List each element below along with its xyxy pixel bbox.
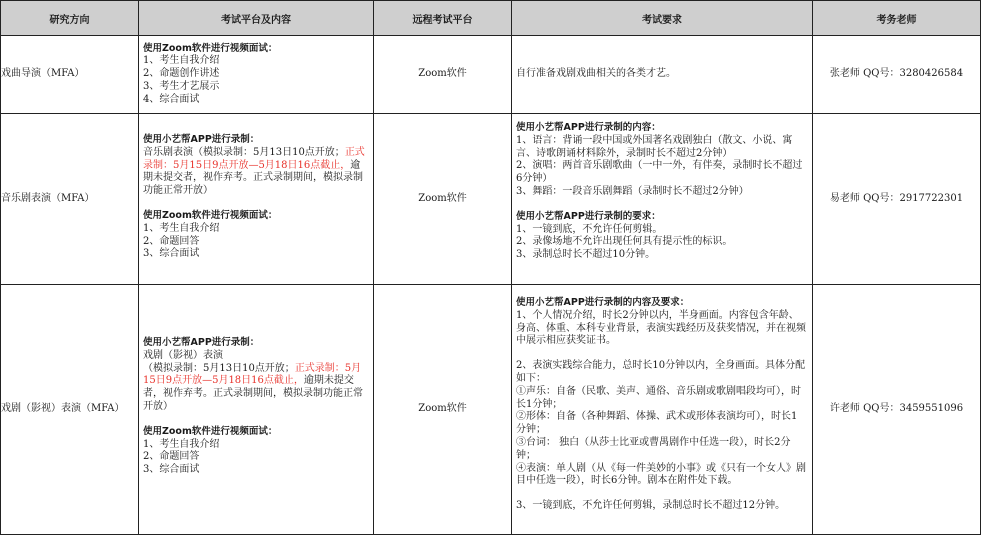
content-item: 3、综合面试 [143, 248, 200, 260]
content-cell [139, 114, 374, 285]
header-teacher: 考务老师 [813, 1, 981, 36]
app-title: 使用小艺帮APP进行录制： [143, 337, 260, 348]
requirement-text: 自行准备戏剧戏曲相关的各类才艺。 [516, 68, 676, 80]
content-cell [139, 36, 374, 114]
header-row [1, 1, 981, 36]
requirement-item: 3、舞蹈：一段音乐剧舞蹈（录制时长不超过2分钟） [516, 185, 749, 197]
requirement-item: 3、录制总时长不超过10分钟。 [516, 249, 656, 261]
table-row [1, 36, 981, 114]
content-item: 2、命题回答 [143, 451, 200, 463]
platform-cell: Zoom软件 [374, 36, 512, 114]
app-text: 戏剧（影视）表演 [143, 349, 223, 361]
header-requirement: 考试要求 [512, 1, 813, 36]
requirement-paragraph: 1、个人情况介绍，时长2分钟以内，半身画面。内容包含年龄、身高、体重、本科专业背景，表演实践经历及获奖情况，并在视频中展示相应获奖证书。 [516, 309, 806, 347]
requirement-title: 使用小艺帮APP进行录制的内容及要求： [516, 297, 690, 308]
direction-cell: 戏剧（影视）表演（MFA） [1, 285, 139, 535]
header-content: 考试平台及内容 [139, 1, 374, 36]
content-item: 1、考生自我介绍 [143, 438, 220, 450]
requirement-paragraph: 3、一镜到底，不允许任何剪辑，录制总时长不超过12分钟。 [516, 500, 786, 512]
table-row [1, 114, 981, 285]
app-text: 逾期未提交者，视作弃考。正式录制期间，模拟录制功能正常开放） [143, 375, 363, 412]
table-row [1, 285, 981, 535]
content-item: 2、命题回答 [143, 235, 200, 247]
requirement-item: 2、录像场地不允许出现任何具有提示性的标识。 [516, 236, 733, 248]
app-text: 音乐剧表演（模拟录制：5月13日10点开放； [143, 146, 345, 158]
requirement-item: 2、演唱：两首音乐剧歌曲（一中一外，有伴奏，录制时长不超过6分钟） [516, 160, 803, 185]
teacher-cell: 易老师 QQ号：2917722301 [813, 114, 981, 285]
teacher-cell: 许老师 QQ号：3459551096 [813, 285, 981, 535]
content-item: 1、考生自我介绍 [143, 55, 220, 67]
direction-cell: 音乐剧表演（MFA） [1, 114, 139, 285]
teacher-cell: 张老师 QQ号：3280426584 [813, 36, 981, 114]
content-item: 2、命题创作讲述 [143, 68, 220, 80]
requirement-item: ④表演：单人剧（从《每一件美妙的小事》或《只有一个女人》剧目中任选一段），时长6分钟。剧本在附件处下载。 [516, 462, 806, 487]
platform-cell: Zoom软件 [374, 114, 512, 285]
content-item: 4、综合面试 [143, 93, 200, 105]
requirement-cell [512, 285, 813, 535]
platform-cell: Zoom软件 [374, 285, 512, 535]
header-direction: 研究方向 [1, 1, 139, 36]
zoom-title: 使用Zoom软件进行视频面试： [143, 42, 278, 54]
requirement-item: 1、语言：背诵一段中国或外国著名戏剧独白（散文、小说、寓言、诗歌朗诵材料除外，录制时长不超过2分钟） [516, 134, 793, 159]
content-item: 3、考生才艺展示 [143, 80, 220, 92]
requirement-item: ③台词： 独白（从莎士比亚或曹禺剧作中任选一段），时长2分钟； [516, 436, 791, 461]
requirement-item: ②形体：自备（各种舞蹈、体操、武术或形体表演均可），时长1分钟； [516, 411, 798, 436]
requirement-paragraph: 2、表演实践综合能力，总时长10分钟以内，全身画面。具体分配如下： [516, 360, 806, 384]
requirement-title: 使用小艺帮APP进行录制的要求： [516, 210, 661, 222]
formal-record-notice: 正式录制：5月15日9点开放—5月18日16点截止， [143, 362, 362, 387]
content-item: 3、综合面试 [143, 464, 200, 476]
content-item: 1、考生自我介绍 [143, 222, 220, 234]
requirement-title: 使用小艺帮APP进行录制的内容： [516, 122, 661, 133]
requirement-cell [512, 114, 813, 285]
requirement-item: 1、一镜到底，不允许任何剪辑。 [516, 223, 663, 235]
app-title: 使用小艺帮APP进行录制： [143, 134, 260, 145]
direction-cell: 戏曲导演（MFA） [1, 36, 139, 114]
content-cell [139, 285, 374, 535]
header-platform: 远程考试平台 [374, 1, 512, 36]
requirement-cell [512, 36, 813, 114]
requirement-item: ①声乐：自备（民歌、美声、通俗、音乐剧或歌剧唱段均可），时长1分钟； [516, 385, 801, 410]
formal-record-notice: 正式录制：5月15日9点开放—5月18日16点截止， [143, 146, 365, 171]
app-text: （模拟录制：5月13日10点开放； [143, 362, 295, 374]
zoom-title: 使用Zoom软件进行视频面试： [143, 209, 278, 221]
app-text: 逾期未提交者，视作弃考。正式录制期间，模拟录制功能正常开放） [143, 159, 363, 197]
zoom-title: 使用Zoom软件进行视频面试： [143, 425, 278, 437]
